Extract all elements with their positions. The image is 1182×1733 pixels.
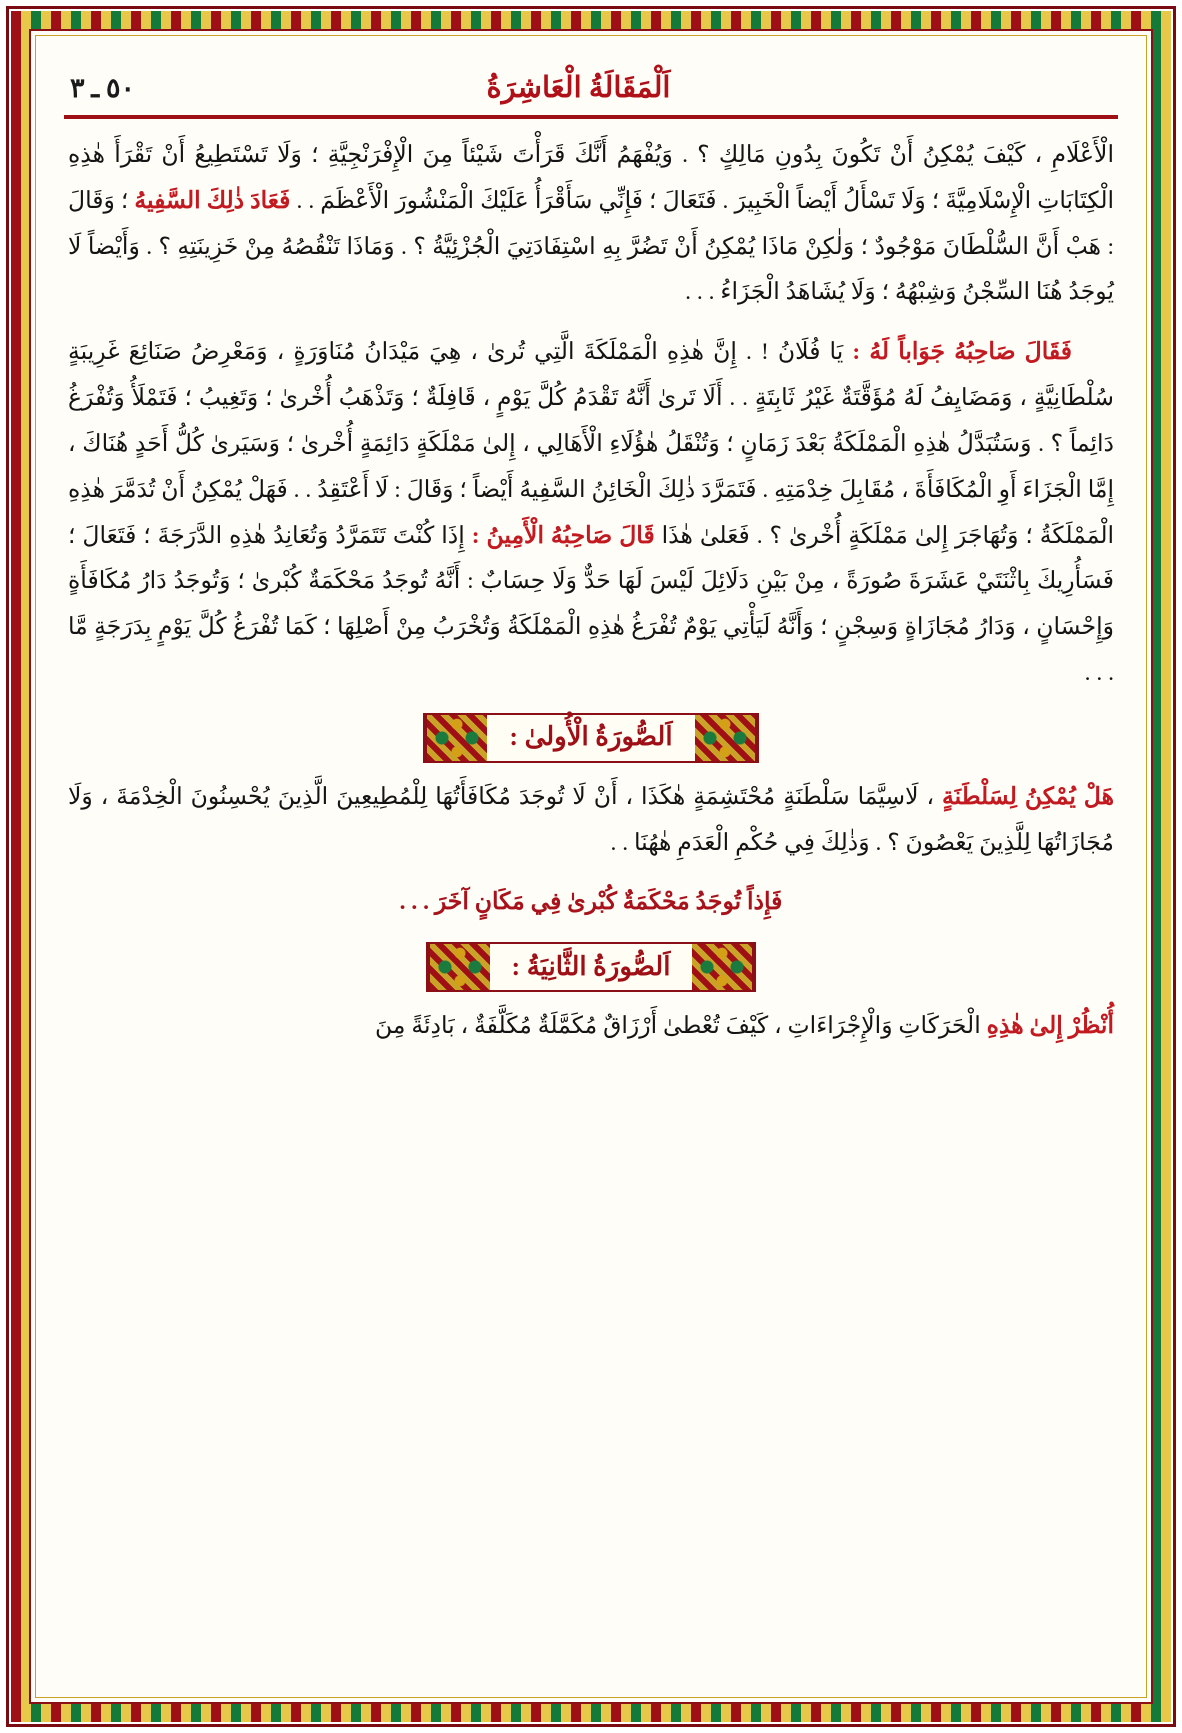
section-1-title: اَلصُّورَةُ الْأُولىٰ : [509, 722, 673, 752]
paragraph-1 [68, 133, 1114, 316]
section-1-lead-highlight: هَلْ يُمْكِنُ لِسَلْطَنَةٍ [942, 783, 1115, 810]
section-2-paragraph [68, 1004, 1114, 1050]
paragraph-1-highlight: فَعَادَ ذٰلِكَ السَّفِيهُ [134, 187, 291, 214]
section-1-banner-wrap [68, 713, 1114, 763]
section-1-paragraph [68, 775, 1114, 867]
paragraph-2-continuation: إِذَا كُنْتَ تَتَمَرَّدُ وَتُعَانِدُ هٰذِهِ الدَّرَجَةَ ؛ فَتَعَالَ ؛ فَسَأُرِيكَ بِاثْنَتَيْ عَشَرَةَ صُورَةً ، مِنْ بَيْنِ دَلَائِلَ لَيْسَ لَهَا حَدٌّ وَلَا حِسَابٌ : أَنَّهُ تُوجَدُ مَحْكَمَةٌ كُبْرىٰ ؛ وَتُوجَدُ دَارُ مُكَافَأَةٍ وَإِحْسَانٍ ، وَدَارُ مُجَازَاةٍ وَسِجْنٍ ؛ وَأَنَّهُ لَيَأْتِي يَوْمٌ تُفْرَغُ هٰذِهِ الْمَمْلَكَةُ وَتُخْرَبُ مِنْ أَصْلِهَا ؛ كَمَا تُفْرَغُ كُلَّ يَوْمٍ بِدَرَجَةٍ مَّا . . . [68, 522, 1114, 686]
document-body [52, 119, 1130, 1050]
page-header [52, 48, 1130, 105]
page-number: ٥٠ ـ ٣ [70, 73, 135, 103]
paragraph-2 [68, 330, 1114, 697]
chapter-title: اَلْمَقَالَةُ الْعَاشِرَةُ [486, 72, 671, 104]
paragraph-1-continuation: ؛ وَقَالَ : هَبْ أَنَّ السُّلْطَانَ مَوْجُودٌ ؛ وَلٰكِنْ مَاذَا يُمْكِنُ أَنْ تَضُرَّ بِهِ اسْتِفَادَتِيَ الْجُزْئِيَّةُ ؟ . وَمَاذَا تَنْقُصُهُ مِنْ خَزِينَتِهِ ؟ . وَأَيْضاً لَا يُوجَدُ هُنَا السِّجْنُ وَشِبْهُهُ ؛ وَلَا يُشَاهَدُ الْجَزَاءُ . . . [68, 187, 1114, 306]
ornament-icon-left-2 [692, 944, 754, 990]
ornament-icon-right [425, 715, 487, 761]
section-2-banner [426, 942, 757, 992]
section-1-text: ، لَاسِيَّمَا سَلْطَنَةٍ مُحْتَشِمَةٍ هٰكَذَا ، أَنْ لَا تُوجَدَ مُكَافَأَتُهَا لِلْمُطِيعِينَ الَّذِينَ يُحْسِنُونَ الْخِدْمَةَ ، وَلَا مُجَازَاتُهَا لِلَّذِينَ يَعْصُونَ ؟ . وَذٰلِكَ فِي حُكْمِ الْعَدَمِ هٰهُنَا . . [68, 783, 1114, 856]
section-1-banner [423, 713, 758, 763]
paragraph-1-text: الْأَعْلَامِ ، كَيْفَ يُمْكِنُ أَنْ تَكُونَ بِدُونِ مَالِكٍ ؟ . وَيُفْهَمُ أَنَّكَ قَرَأْتَ شَيْئاً مِنَ الْإِفْرَنْجِيَّةِ ؛ وَلَا تَسْتَطِيعُ أَنْ تَقْرَأَ هٰذِهِ الْكِتَابَاتِ الْإِسْلَامِيَّةَ ؛ وَلَا تَسْأَلُ أَيْضاً الْخَبِيرَ . فَتَعَالَ ؛ فَإِنِّي سَأَقْرَأُ عَلَيْكَ الْمَنْشُورَ الْأَعْظَمَ . . [68, 142, 1115, 214]
paragraph-2-highlight-second: قَالَ صَاحِبُهُ الْأَمِينُ : [471, 522, 655, 549]
ornament-icon-right-2 [428, 944, 490, 990]
section-2-title: اَلصُّورَةُ الثَّانِيَةُ : [511, 951, 671, 981]
section-1-closing: فَإِذاً تُوجَدُ مَحْكَمَةٌ كُبْرىٰ فِي مَكَانٍ آخَرَ . . . [399, 889, 783, 916]
paragraph-2-text: يَا فُلَانُ ! . إِنَّ هٰذِهِ الْمَمْلَكَةَ الَّتِي تُرىٰ ، هِيَ مَيْدَانُ مُنَاوَرَةٍ ، وَمَعْرِضُ صَنَائِعَ غَرِيبَةٍ سُلْطَانِيَّةٍ ، وَمَضَايِفُ لَهُ مُؤَقَّتَةٌ غَيْرُ ثَابِتَةٍ . . أَلَا تَرىٰ أَنَّهُ تَقْدَمُ كُلَّ يَوْمٍ ، قَافِلَةٌ ؛ وَتَذْهَبُ أُخْرىٰ ؛ وَتَغِيبُ ؛ فَتَمْلَأُ وَتُفْرَغُ دَائِماً ؟ . وَسَتُبَدَّلُ هٰذِهِ الْمَمْلَكَةُ بَعْدَ زَمَانٍ ؛ وَتُنْقَلُ هٰؤُلَاءِ الْأَهَالِي ، إِلىٰ مَمْلَكَةٍ دَائِمَةٍ أُخْرىٰ ؛ وَسَيَرىٰ كُلُّ أَحَدٍ هُنَاكَ ، إِمَّا الْجَزَاءَ أَوِ الْمُكَافَأَةَ ، مُقَابِلَ خِدْمَتِهِ . فَتَمَرَّدَ ذٰلِكَ الْخَائِنُ السَّفِيهُ أَيْضاً ؛ وَقَالَ : لَا أَعْتَقِدُ . . فَهَلْ يُمْكِنُ أَنْ تُدَمَّرَ هٰذِهِ الْمَمْلَكَةُ ؛ وَتُهَاجَرَ إِلىٰ مَمْلَكَةٍ أُخْرىٰ ؟ . فَعَلىٰ هٰذَا [68, 339, 1115, 549]
section-2-banner-wrap [68, 942, 1114, 992]
ornament-icon-left [695, 715, 757, 761]
paragraph-2-highlight-opening: فَقَالَ صَاحِبُهُ جَوَاباً لَهُ : [852, 339, 1073, 366]
page-content [52, 48, 1130, 1685]
section-2-text: الْحَرَكَاتِ وَالْإِجْرَاءَاتِ ، كَيْفَ تُعْطىٰ أَرْزَاقٌ مُكَمَّلَةٌ مُكَلَّفَةٌ ، بَادِئَةً مِنَ [375, 1013, 987, 1040]
section-2-lead-highlight: أُنْظُرْ إِلىٰ هٰذِهِ [986, 1013, 1114, 1040]
